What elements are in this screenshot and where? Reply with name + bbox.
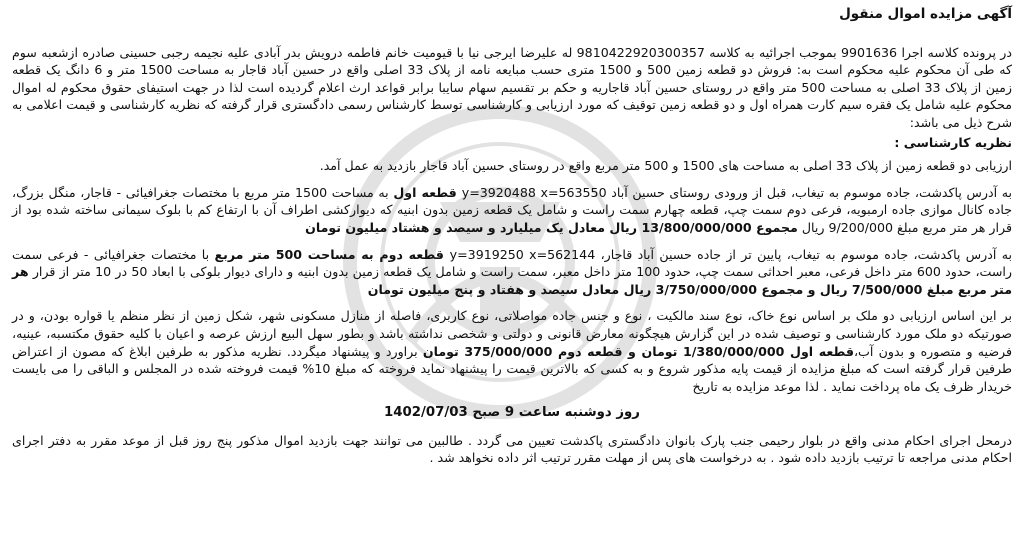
plot-two-paragraph [12,246,1012,299]
valuation-amounts: قطعه اول 1/380/000/000 تومان و قطعه دوم 375/000/000 تومان [422,343,854,359]
plot-two-address: به آدرس پاکدشت، جاده موسوم به تیغاب، پایین تر از جاده حسین آباد قاجار، [595,246,1012,262]
plot-one-label: قطعه اول [393,184,462,200]
plot-one-paragraph [12,184,1012,237]
valuation-basis-paragraph [12,307,1012,395]
expert-summary-paragraph: ارزیابی دو قطعه زمین از پلاک 33 اصلی به مساحت های 1500 و 500 متر مربع واقع در روستای حسین آباد قاجار بازدید به عمل آمد. [319,158,1012,174]
plot-two-coordinates: y=3919250 x=562144 [449,246,596,262]
auction-date: روز دوشنبه ساعت 9 صبح 1402/07/03 [384,405,640,421]
plot-two-label: قطعه دوم به مساحت 500 متر مربع [214,246,450,262]
valuation-basis-text: بر این اساس ارزیابی دو ملک بر اساس نوع خاک، نوع سند مالکیت ، نوع و جنس جاده مواصلاتی، نوع کاربری، فاصله از منازل مسکونی شهر، شکل زمین از نظر منظم یا قواره بودن، و در صورتیکه دو ملک مورد کارشناسی و توصیف شده در این گزارش هیچگونه معارض قانونی و دولتی و شخصی نداشته باشد و بطور سهل البیع ارزش عرصه و اعیان با کلیه حقوق مکتسبه، عینیه، فرضیه و متصوره و بدون آب، [12,308,1012,359]
notice-title: آگهی مزایده اموال منقول [839,6,1012,22]
plot-two-total: هر متر مربع مبلغ 7/500/000 ریال و مجموع 3/750/000/000 ریال معادل سیصد و هفتاد و پنج میلیون تومان [12,264,1012,297]
plot-two-description: با مختصات جغرافیائی - فرعی سمت راست، حدود 600 متر داخل فرعی، معبر احداثی سمت چپ، حدود 100 متر داخل معبر، سمت راست و شامل یک قطعه زمین بدون ابنیه و دارای دیوار بلوکی با ابعاد 50 در 10 متر از قرار [12,246,1013,280]
plot-one-total: مجموع 13/800/000/000 ریال معادل یک میلیارد و سیصد و هشتاد میلیون تومان [305,219,798,235]
plot-one-description: به مساحت 1500 متر مربع با مختصات جغرافیائی - قاجار، منگل بزرگ، جاده کانال موازی جاده ارمبویه، فرعی دوم سمت چپ، قطعه چهارم سمت راست و شامل یک قطعه زمین بدون ابنیه که دیوارکشی اطراف آن با ارتفاع کم با بلوک سیمانی ساخته شده بود از قرار هر متر مربع مبلغ 9/200/000 ریال [12,184,1012,235]
valuation-terms-text: براورد و پیشنهاد میگردد. نظریه مذکور به طرفین ابلاغ که مصون از اعتراض طرفین قرار گرفته است که مبلغ مزایده از قیمت پایه مذکور شروع و به کسی که بالاترین قیمت را پیشنهاد نماید فروخته که مبلغ 10% قیمت فروخته شده در المجلس و الباقی را می بایست خریدار ظرف یک ماه پرداخت نماید . لذا موعد مزایده به تاریخ [12,343,1013,394]
plot-one-coordinates: y=3920488 x=563550 [461,184,607,200]
case-intro-paragraph: در پرونده کلاسه اجرا 9901636 بموجب اجرائیه به کلاسه 9810422920300357 له علیرضا ایرجی نیا با قیومیت خانم فاطمه درویش بدر آبادی علیه نجیمه رجبی حسینی صادره ازشعبه سوم که طی آن محکوم علیه محکوم است به: فروش دو قطعه زمین 500 و 1500 متری حسب مبایعه نامه از پلاک 33 اصلی واقع در حسین آباد قاجار به مساحت 1500 متر و 6 دانگ یک قطعه زمین از پلاک 33 اصلی به مساحت 500 متر واقع در روستای حسین آباد قاجاریه و حکم بر تقسیم سهام سایبا برابر قواعد ارث اعلام گردیده است لذا در جهت استیفای حقوق محکوم له اموال محکوم علیه شامل یک فقره سیم کارت همراه اول و دو قطعه زمین توقیف که مورد ارزیابی و کارشناسی توسط کارشناس رسمی دادگستری قرار گرفته که نظریه کارشناسی و قیمت اعلامی به شرح ذیل می باشد: [12,44,1013,130]
plot-one-address: به آدرس پاکدشت، جاده موسوم به تیغاب، قبل از ورودی روستای حسین آباد [606,184,1012,200]
expert-opinion-heading: نظریه کارشناسی : [894,134,1012,150]
closing-paragraph: درمحل اجرای احکام مدنی واقع در بلوار رحیمی جنب پارک بانوان دادگستری پاکدشت تعیین می گردد . طالبین می توانند جهت بازدید اموال مذکور پنج روز قبل از موعد مقرر به دفتر اجرای احکام مدنی مراجعه تا ترتیب بازدید داده شود . به درخواست های پس از مهلت مقرر ترتیب اثر داده نخواهد شد . [12,432,1012,466]
